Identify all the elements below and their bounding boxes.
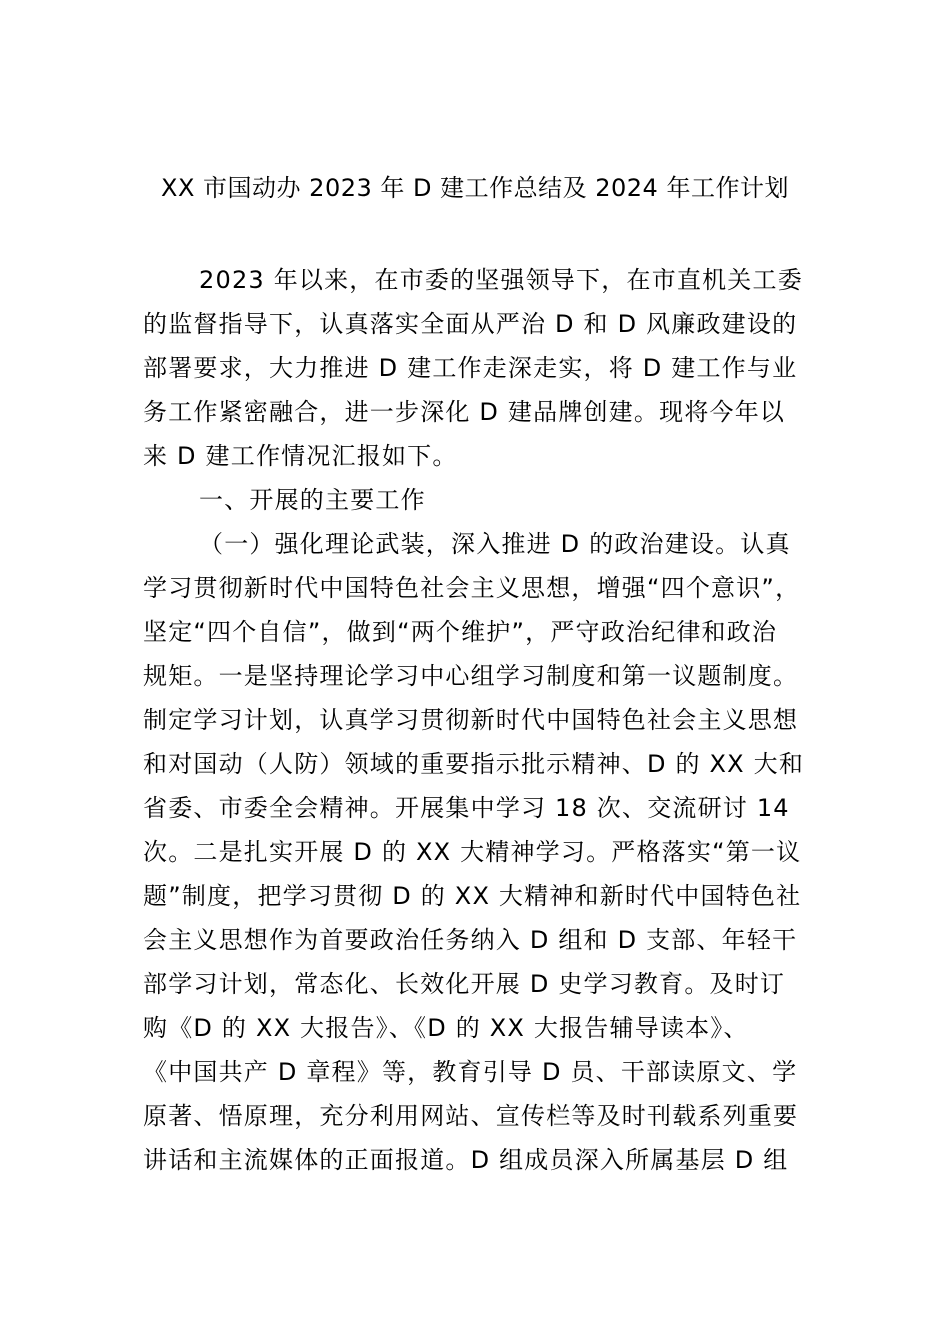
paragraph-line: 题”制度，把学习贯彻 D 的 XX 大精神和新时代中国特色社 xyxy=(143,882,802,910)
paragraph-line: 学习贯彻新时代中国特色社会主义思想，增强“四个意识”， xyxy=(143,574,801,602)
paragraph-line: 省委、市委全会精神。开展集中学习 18 次、交流研讨 14 xyxy=(143,794,790,822)
paragraph-line: 会主义思想作为首要政治任务纳入 D 组和 D 支部、年轻干 xyxy=(143,926,798,954)
paragraph-line: 《中国共产 D 章程》等，教育引导 D 员、干部读原文、学 xyxy=(143,1058,798,1086)
paragraph-line: 和对国动（人防）领域的重要指示批示精神、D 的 XX 大和 xyxy=(143,750,805,778)
paragraph-line: 规矩。一是坚持理论学习中心组学习制度和第一议题制度。 xyxy=(143,662,799,690)
paragraph-line: 坚定“四个自信”，做到“两个维护”，严守政治纪律和政治 xyxy=(143,618,778,646)
section-heading: 一、开展的主要工作 xyxy=(199,486,426,514)
document-body xyxy=(143,258,813,1182)
paragraph-line: 的监督指导下，认真落实全面从严治 D 和 D 风廉政建设的 xyxy=(143,310,798,338)
document-title: XX 市国动办 2023 年 D 建工作总结及 2024 年工作计划 xyxy=(161,174,789,202)
paragraph-line: 部学习计划，常态化、长效化开展 D 史学习教育。及时订 xyxy=(143,970,786,998)
paragraph-line: 讲话和主流媒体的正面报道。D 组成员深入所属基层 D 组 xyxy=(143,1146,789,1174)
paragraph-line: 2023 年以来，在市委的坚强领导下，在市直机关工委 xyxy=(199,266,803,294)
paragraph-line: 次。二是扎实开展 D 的 XX 大精神学习。严格落实“第一议 xyxy=(143,838,802,866)
paragraph-line: （一）强化理论武装，深入推进 D 的政治建设。认真 xyxy=(199,530,791,558)
paragraph-line: 制定学习计划，认真学习贯彻新时代中国特色社会主义思想 xyxy=(143,706,799,734)
paragraph-line: 原著、悟原理，充分利用网站、宣传栏等及时刊载系列重要 xyxy=(143,1102,799,1130)
paragraph-line: 部署要求，大力推进 D 建工作走深走实，将 D 建工作与业 xyxy=(143,354,798,382)
paragraph-line: 务工作紧密融合，进一步深化 D 建品牌创建。现将今年以 xyxy=(143,398,786,426)
paragraph-line: 购《D 的 XX 大报告》、《D 的 XX 大报告辅导读本》、 xyxy=(143,1014,749,1042)
paragraph-line: 来 D 建工作情况汇报如下。 xyxy=(143,442,458,470)
